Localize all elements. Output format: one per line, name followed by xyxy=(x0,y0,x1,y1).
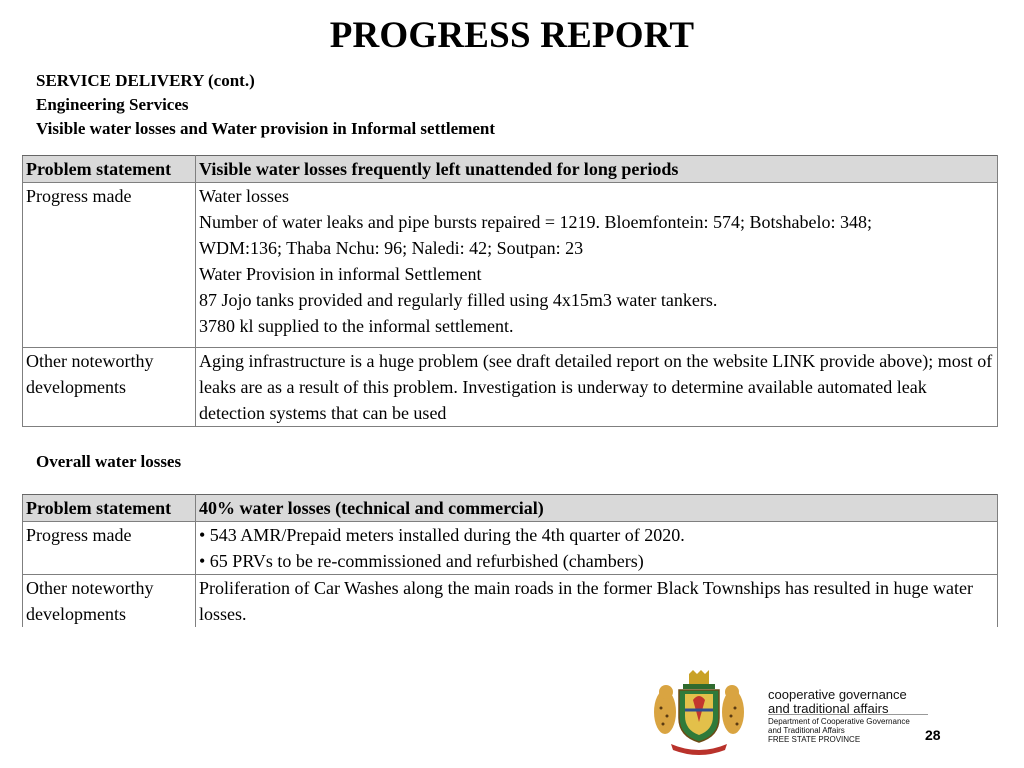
progress-line: • 65 PRVs to be re-commissioned and refurbished (chambers) xyxy=(199,551,644,571)
section-headings xyxy=(36,69,495,141)
problem-statement-label: Problem statement xyxy=(23,495,196,522)
progress-line: WDM:136; Thaba Nchu: 96; Naledi: 42; Soutpan: 23 xyxy=(199,238,584,258)
heading-overall-water-losses: Overall water losses xyxy=(36,452,182,471)
brand-line: cooperative governance xyxy=(768,687,907,702)
table-row xyxy=(23,522,998,575)
progress-label: Progress made xyxy=(23,522,196,575)
table-visible-water-losses xyxy=(22,155,998,427)
other-developments-text: Aging infrastructure is a huge problem (see draft detailed report on the website LINK provide above); most of leaks are as a result of this problem. Investigation is underway to determine available automated leak detection systems that can be used xyxy=(196,348,998,427)
progress-line: Number of water leaks and pipe bursts repaired = 1219. Bloemfontein: 574; Botshabelo: 348; xyxy=(199,212,873,232)
heading-water-losses: Visible water losses and Water provision in Informal settlement xyxy=(36,119,495,138)
progress-line: 87 Jojo tanks provided and regularly filled using 4x15m3 water tankers. xyxy=(199,290,718,310)
problem-statement-label: Problem statement xyxy=(23,156,196,183)
brand-name xyxy=(768,688,907,716)
brand-divider xyxy=(768,714,928,715)
progress-cell xyxy=(196,183,998,348)
page-title: PROGRESS REPORT xyxy=(329,15,695,56)
table-row xyxy=(23,575,998,628)
heading-engineering-services: Engineering Services xyxy=(36,95,189,114)
department-line: and Traditional Affairs xyxy=(768,726,845,735)
heading-service-delivery: SERVICE DELIVERY (cont.) xyxy=(36,71,255,90)
other-developments-label: Other noteworthy developments xyxy=(23,348,196,427)
table-overall-water-losses xyxy=(22,494,998,627)
progress-line: • 543 AMR/Prepaid meters installed during the 4th quarter of 2020. xyxy=(199,525,685,545)
other-developments-label: Other noteworthy developments xyxy=(23,575,196,628)
page-number: 28 xyxy=(925,727,941,743)
table-row xyxy=(23,495,998,522)
progress-cell xyxy=(196,522,998,575)
progress-line: Water Provision in informal Settlement xyxy=(199,264,482,284)
progress-label: Progress made xyxy=(23,183,196,348)
progress-line: 3780 kl supplied to the informal settlement. xyxy=(199,316,514,336)
other-developments-text: Proliferation of Car Washes along the main roads in the former Black Townships has resulted in huge water losses. xyxy=(196,575,998,628)
problem-statement-value: 40% water losses (technical and commercial) xyxy=(196,495,998,522)
problem-statement-value: Visible water losses frequently left unattended for long periods xyxy=(196,156,998,183)
free-state-coat-of-arms-icon xyxy=(651,670,747,756)
table-row xyxy=(23,348,998,427)
progress-line: Water losses xyxy=(199,186,290,206)
brand-line: and traditional affairs xyxy=(768,701,889,716)
department-line: Department of Cooperative Governance xyxy=(768,717,910,726)
table-row xyxy=(23,156,998,183)
table-row xyxy=(23,183,998,348)
department-name xyxy=(768,717,910,744)
department-line: FREE STATE PROVINCE xyxy=(768,735,861,744)
